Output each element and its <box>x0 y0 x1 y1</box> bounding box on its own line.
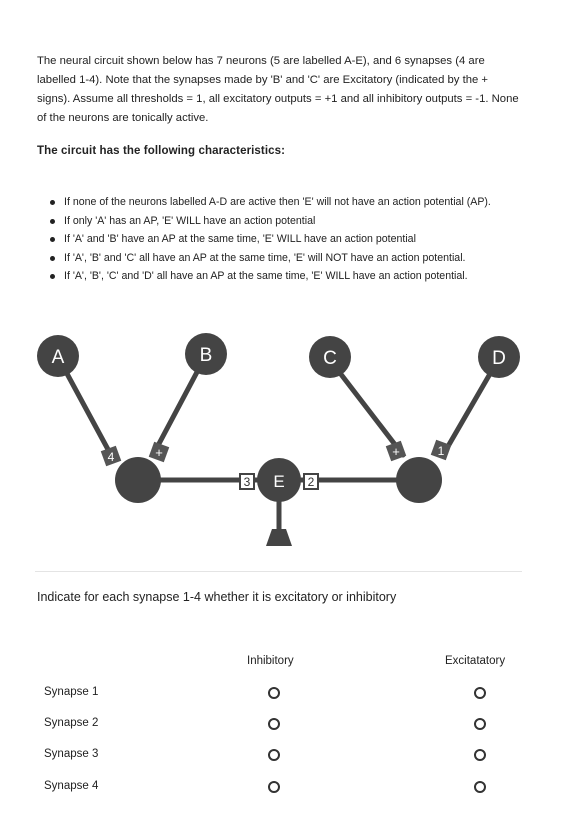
synapse-2-excitatory-radio[interactable] <box>474 718 486 730</box>
section-divider <box>35 571 522 572</box>
svg-text:3: 3 <box>243 475 251 489</box>
synapse-2-inhibitory-radio[interactable] <box>268 718 280 730</box>
interneuron-left <box>115 457 161 503</box>
synapse-4-label <box>101 446 122 467</box>
synapse-b-excitatory-label <box>149 442 170 463</box>
svg-text:+: + <box>392 444 400 459</box>
axon-terminal-e <box>266 529 292 546</box>
question-text: Indicate for each synapse 1-4 whether it is excitatory or inhibitory <box>37 590 397 604</box>
row-label-synapse-2: Synapse 2 <box>44 717 99 729</box>
neural-circuit-diagram <box>0 320 569 555</box>
row-label-synapse-3: Synapse 3 <box>44 748 99 760</box>
neuron-e <box>257 458 301 502</box>
synapse-4-inhibitory-radio[interactable] <box>268 781 280 793</box>
synapse-c-excitatory-label <box>386 441 407 462</box>
svg-text:D: D <box>492 348 506 369</box>
svg-text:C: C <box>323 348 337 369</box>
synapse-2-label <box>304 474 318 489</box>
row-label-synapse-4: Synapse 4 <box>44 780 99 792</box>
synapse-4-excitatory-radio[interactable] <box>474 781 486 793</box>
interneuron-right <box>396 457 442 503</box>
characteristics-heading: The circuit has the following characteristics: <box>37 145 286 157</box>
neuron-a <box>37 335 79 377</box>
row-label-synapse-1: Synapse 1 <box>44 686 99 698</box>
synapse-3-excitatory-radio[interactable] <box>474 749 486 761</box>
characteristic-item: If only 'A' has an AP, 'E' WILL have an action potential <box>48 212 491 231</box>
svg-text:1: 1 <box>437 444 445 458</box>
svg-text:2: 2 <box>307 475 315 489</box>
characteristic-item: If 'A', 'B' and 'C' all have an AP at the same time, 'E' will NOT have an action potential. <box>48 249 491 268</box>
svg-text:+: + <box>155 445 163 460</box>
characteristic-item: If 'A', 'B', 'C' and 'D' all have an AP at the same time, 'E' WILL have an action potential. <box>48 267 491 286</box>
column-header-excitatory: Excitatatory <box>445 655 506 667</box>
synapse-1-excitatory-radio[interactable] <box>474 687 486 699</box>
synapse-3-label <box>240 474 254 489</box>
synapse-3-inhibitory-radio[interactable] <box>268 749 280 761</box>
svg-text:A: A <box>51 347 65 368</box>
svg-text:E: E <box>273 472 285 491</box>
intro-paragraph: The neural circuit shown below has 7 neurons (5 are labelled A-E), and 6 synapses (4 are labelled 1-4). Note that the synapses made by 'B' and 'C' are Excitatory (indicated by the + signs). Assume all thresholds = 1, all excitatory outputs = +1 and all inhibitory outputs = -1. None of the neurons are tonically active. <box>37 55 519 124</box>
column-header-inhibitory: Inhibitory <box>247 655 294 667</box>
svg-text:B: B <box>199 345 213 366</box>
neuron-c <box>309 336 351 378</box>
synapse-1-inhibitory-radio[interactable] <box>268 687 280 699</box>
characteristics-list <box>48 193 491 286</box>
neuron-b <box>185 333 227 375</box>
characteristic-item: If 'A' and 'B' have an AP at the same time, 'E' WILL have an action potential <box>48 230 491 249</box>
neuron-d <box>478 336 520 378</box>
svg-text:4: 4 <box>107 450 115 464</box>
characteristic-item: If none of the neurons labelled A-D are active then 'E' will not have an action potential (AP). <box>48 193 491 212</box>
